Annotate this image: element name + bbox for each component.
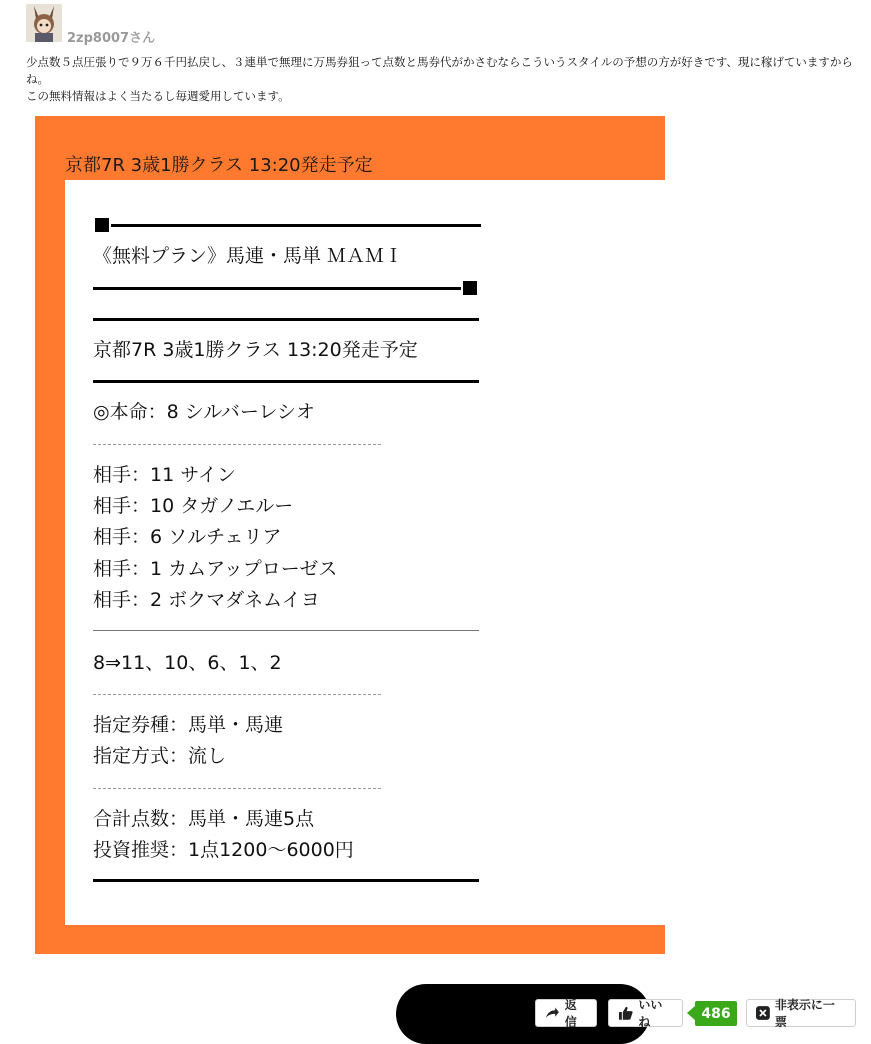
hide-label: 非表示に一票 bbox=[774, 998, 835, 1029]
like-count: 486 bbox=[695, 1001, 737, 1026]
divider bbox=[93, 630, 479, 631]
avatar[interactable] bbox=[26, 4, 62, 42]
square-mark bbox=[95, 218, 109, 232]
formation: 8⇒11、10、6、1、2 bbox=[93, 652, 282, 674]
race-title: 京都7R 3歳1勝クラス 13:20発走予定 bbox=[93, 339, 418, 361]
dashed-divider bbox=[93, 788, 381, 789]
aite-item: 相手：2 ボクマダネムイヨ bbox=[93, 589, 320, 611]
comment-line: この無料情報はよく当たるし毎週愛用しています。 bbox=[26, 89, 290, 103]
card-header: 京都7R 3歳1勝クラス 13:20発走予定 bbox=[65, 155, 373, 176]
username[interactable]: 2zp8007さん bbox=[67, 31, 156, 46]
square-mark bbox=[463, 281, 477, 295]
like-label: いいね bbox=[638, 998, 663, 1029]
comment-body bbox=[26, 54, 861, 105]
aite-item: 相手：10 タガノエルー bbox=[93, 495, 294, 517]
aite-item: 相手：6 ソルチェリア bbox=[93, 526, 282, 548]
divider bbox=[93, 318, 479, 321]
honmei: ◎本命：8 シルバーレシオ bbox=[93, 401, 316, 423]
divider bbox=[93, 380, 479, 383]
total-points: 合計点数：馬単・馬連5点 bbox=[93, 808, 315, 830]
aite-item: 相手：1 カムアップローゼス bbox=[93, 558, 338, 580]
divider bbox=[93, 287, 461, 290]
like-button[interactable] bbox=[608, 999, 683, 1027]
reply-button[interactable] bbox=[535, 999, 597, 1027]
hide-vote-button[interactable] bbox=[746, 999, 856, 1027]
divider bbox=[93, 879, 479, 882]
thumbs-up-icon bbox=[618, 1006, 633, 1021]
reply-label: 返信 bbox=[564, 998, 577, 1029]
comment-line: 少点数５点圧張りで９万６千円払戻し、３連単で無理に万馬券狙って点数と馬券代がかさむならこういうスタイルの予想の方が好きです、現に稼げていますからね。 bbox=[26, 55, 853, 86]
plan-title: 《無料プラン》馬連・馬単 ＭＡＭＩ bbox=[93, 245, 404, 267]
prediction-card bbox=[35, 116, 665, 954]
dashed-divider bbox=[93, 694, 381, 695]
investment: 投資推奨：1点1200〜6000円 bbox=[93, 839, 354, 861]
aite-item: 相手：11 サイン bbox=[93, 464, 236, 486]
divider bbox=[111, 224, 481, 227]
dashed-divider bbox=[93, 444, 381, 445]
hide-icon bbox=[756, 1006, 770, 1020]
reply-arrow-icon bbox=[545, 1006, 560, 1020]
ticket-type: 指定券種：馬単・馬連 bbox=[93, 714, 284, 736]
card-body bbox=[65, 180, 665, 925]
method: 指定方式：流し bbox=[93, 745, 227, 767]
